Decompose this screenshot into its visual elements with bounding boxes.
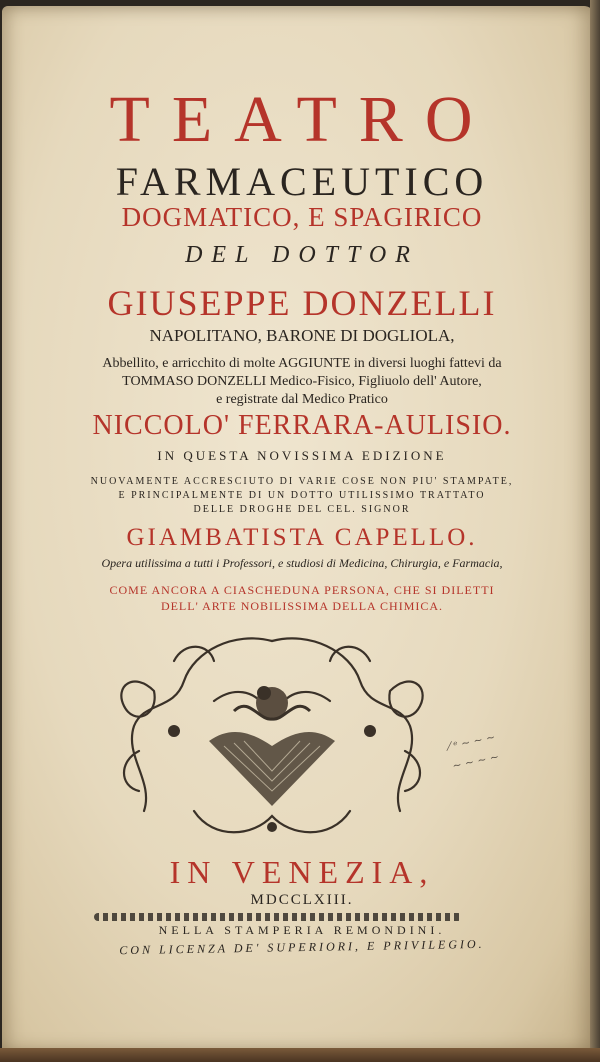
author-title: NAPOLITANO, BARONE DI DOGLIOLA, bbox=[149, 326, 455, 345]
description-line-2: TOMMASO DONZELLI Medico-Fisico, Figliuolo dell' Autore, bbox=[122, 374, 482, 389]
title-page bbox=[2, 6, 594, 1052]
closing-line-2: DELL' ARTE NOBILISSIMA DELLA CHIMICA. bbox=[160, 599, 444, 613]
addition-line-3: DELLE DROGHE DEL CEL. SIGNOR bbox=[193, 504, 411, 515]
imprint-license: CON LICENZA DE' SUPERIORI, E PRIVILEGIO. bbox=[119, 936, 485, 958]
book-edge bbox=[590, 0, 600, 1062]
title-teatro: TEATRO bbox=[109, 83, 495, 156]
imprint-place: IN VENEZIA, bbox=[169, 854, 435, 890]
description-line-1: Abbellito, e arricchito di molte AGGIUNTE in diversi luoghi fattevi da bbox=[102, 356, 502, 371]
handwritten-annotation: ⁄ ᵉ ~ ~ ~ ~ ~ ~ ~ bbox=[446, 730, 501, 773]
del-dottor: DEL DOTTOR bbox=[185, 242, 419, 268]
contributor-name: GIAMBATISTA CAPELLO. bbox=[126, 524, 478, 551]
imprint-year: MDCCLXIII. bbox=[250, 892, 354, 908]
title-farmaceutico: FARMACEUTICO bbox=[115, 159, 489, 204]
addition-line-1: NUOVAMENTE ACCRESCIUTO DI VARIE COSE NON PIU' STAMPATE, bbox=[90, 476, 514, 487]
author-name: GIUSEPPE DONZELLI bbox=[107, 283, 497, 323]
imprint-printer: NELLA STAMPERIA REMONDINI. bbox=[158, 923, 446, 937]
decorative-rule bbox=[94, 913, 462, 921]
closing-line-1: COME ANCORA A CIASCHEDUNA PERSONA, CHE SI DILETTI bbox=[109, 583, 495, 597]
description-line-3: e registrate dal Medico Pratico bbox=[216, 392, 388, 407]
edition-note: IN QUESTA NOVISSIMA EDIZIONE bbox=[157, 448, 447, 463]
addition-line-2: E PRINCIPALMENTE DI UN DOTTO UTILISSIMO TRATTATO bbox=[118, 490, 486, 501]
book-binding-edge bbox=[0, 1048, 600, 1062]
printers-device-ornament bbox=[114, 631, 430, 843]
subtitle-dogmatico: DOGMATICO, E SPAGIRICO bbox=[121, 202, 483, 232]
audience-line: Opera utilissima a tutti i Professori, e studiosi di Medicina, Chirurgia, e Farmacia, bbox=[101, 556, 503, 570]
editor-name: NICCOLO' FERRARA-AULISIO. bbox=[92, 410, 512, 441]
